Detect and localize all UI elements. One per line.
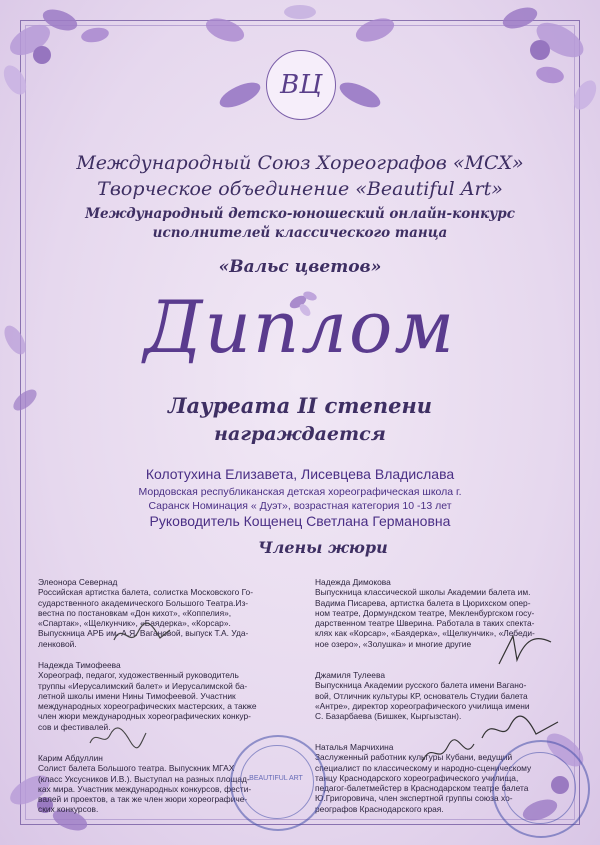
stamp-text: BEAUTIFUL ART [249, 775, 303, 782]
header-contest-line2: исполнителей классического танца [152, 225, 448, 241]
awardee-school-line1: Мордовская республиканская детская хореографическая школа г. [138, 486, 462, 498]
jury-member-bio-line: Российская артистка балета, солистка Московского Го- [38, 587, 253, 598]
jury-member-bio-line: «Спартак», «Щелкунчик», «Баядерка», «Корсар». [38, 618, 231, 629]
jury-member-bio-line: педагог-балетмейстер в Краснодарском театре балета [315, 783, 529, 794]
monogram-logo: ВЦ [266, 50, 336, 120]
jury-member-bio-line: ленковой. [38, 638, 77, 649]
jury-member-bio-line: летной школы имени Нины Тимофеевой. Участник [38, 690, 236, 701]
awardee-names: Колотухина Елизавета, Лисевцева Владислава [145, 466, 455, 482]
jury-member-bio-line: клях как «Корсар», «Баядерка», «Щелкунчик», «Лебеди- [315, 628, 535, 639]
jury-member-bio-line: Вадима Писарева, артистка балета в Цюрихском опер- [315, 597, 531, 608]
jury-member-bio-line: сударственного академического Большого Театра.Из- [38, 597, 249, 608]
stamp-seal-icon [504, 752, 576, 824]
jury-member-bio-line: Солист балета Большого театра. Выпускник МГАХ [38, 763, 235, 774]
jury-member-name: Джамиля Тулеева [315, 670, 385, 680]
diploma-title: Диплом [143, 285, 457, 369]
jury-member-bio-line: Хореограф, педагог, художественный руководитель [38, 670, 239, 681]
jury-member-bio-line: дарственном театре Шверина. Работала в таких спекта- [315, 618, 535, 629]
jury-member-bio-line: «Антре», директор хореографического училища имени [315, 700, 530, 711]
jury-member-bio-line: валей и проектов, а так же член жюри хореографиче- [38, 794, 248, 805]
awardee-leader: Руководитель Кощенец Светлана Германовна [149, 513, 451, 529]
awardee-school-line2: Саранск Номинация « Дуэт», возрастная категория 10 -13 лет [148, 500, 452, 512]
jury-member-bio-line: Выпускница АРБ им. А.Я. Вагановой, выпуск Т.А. Уда- [38, 628, 249, 639]
jury-member-bio-line: Заслуженный работник культуры Кубани, ведущий [315, 752, 513, 763]
jury-member-bio-line: ках мира. Участник международных конкурсов, фести- [38, 783, 252, 794]
jury-member-bio-line: реографов Краснодарского края. [315, 803, 444, 814]
stamp-seal-icon [240, 745, 314, 819]
jury-member-bio-line: специалист по классическому и народно-сценическому [315, 762, 532, 773]
header-creative-association: Творческое объединение «Beautiful Art» [97, 178, 503, 200]
header-contest-line1: Международный детско-юношеский онлайн-конкурс [85, 206, 515, 222]
jury-member-bio-line: труппы «Иерусалимский балет» и Иерусалимской ба- [38, 680, 248, 691]
signature-icon [88, 725, 148, 751]
jury-member-bio-line: Ю.Григоровича, член экспертной группы союза хо- [315, 793, 513, 804]
jury-member-name: Надежда Тимофеева [38, 660, 121, 670]
jury-member-bio-line: член жюри международных хореографических конкур- [38, 711, 251, 722]
jury-member-bio-line: С. Базарбаева (Бишкек, Кыргызстан). [315, 711, 462, 722]
jury-member-bio-line: танцу Краснодарского хореографического училища, [315, 772, 519, 783]
jury-member-bio-line: вой, Отличник культуры КР, основатель Студии балета [315, 690, 528, 701]
signature-icon [112, 620, 172, 650]
jury-member-bio-line: ное озеро», «Золушка» и многие другие [315, 638, 472, 649]
jury-member-bio-line: сов и фестивалей. [38, 721, 111, 732]
jury-member-bio-line: Выпускница Академии русского балета имени Вагано- [315, 680, 527, 691]
jury-member [38, 660, 300, 732]
flower-decoration-top-left-icon [0, 0, 140, 130]
signature-icon [495, 630, 555, 670]
flower-decoration-top-right-icon [440, 0, 600, 140]
jury-member-bio-line: вестна по постановкам «Дон кихот», «Коппелия», [38, 607, 232, 618]
jury-heading: Члены жюри [258, 538, 388, 557]
jury-member-name: Надежда Димокова [315, 577, 391, 587]
jury-member-bio-line: ских конкурсов. [38, 804, 99, 815]
awarded-label: награждается [214, 423, 386, 445]
signature-icon [418, 738, 478, 768]
jury-member-bio-line: Выпускница классической школы Академии балета им. [315, 587, 531, 598]
competition-name: «Вальс цветов» [218, 257, 382, 277]
jury-member-name: Наталья Марчихина [315, 742, 394, 752]
jury-member-bio-line: (класс Уксусников И.В.). Выступал на разных площад- [38, 773, 250, 784]
jury-member-name: Элеонора Севернад [38, 577, 118, 587]
header-union: Международный Союз Хореографов «МСХ» [76, 152, 524, 174]
jury-member-bio-line: ном театре, Дормундском театре, Мекленбургском госу- [315, 607, 535, 618]
jury-member-bio-line: международных хореографических мастерских, а также [38, 701, 257, 712]
jury-member-name: Карим Абдуллин [38, 753, 103, 763]
award-degree: Лауреата II степени [167, 393, 433, 418]
